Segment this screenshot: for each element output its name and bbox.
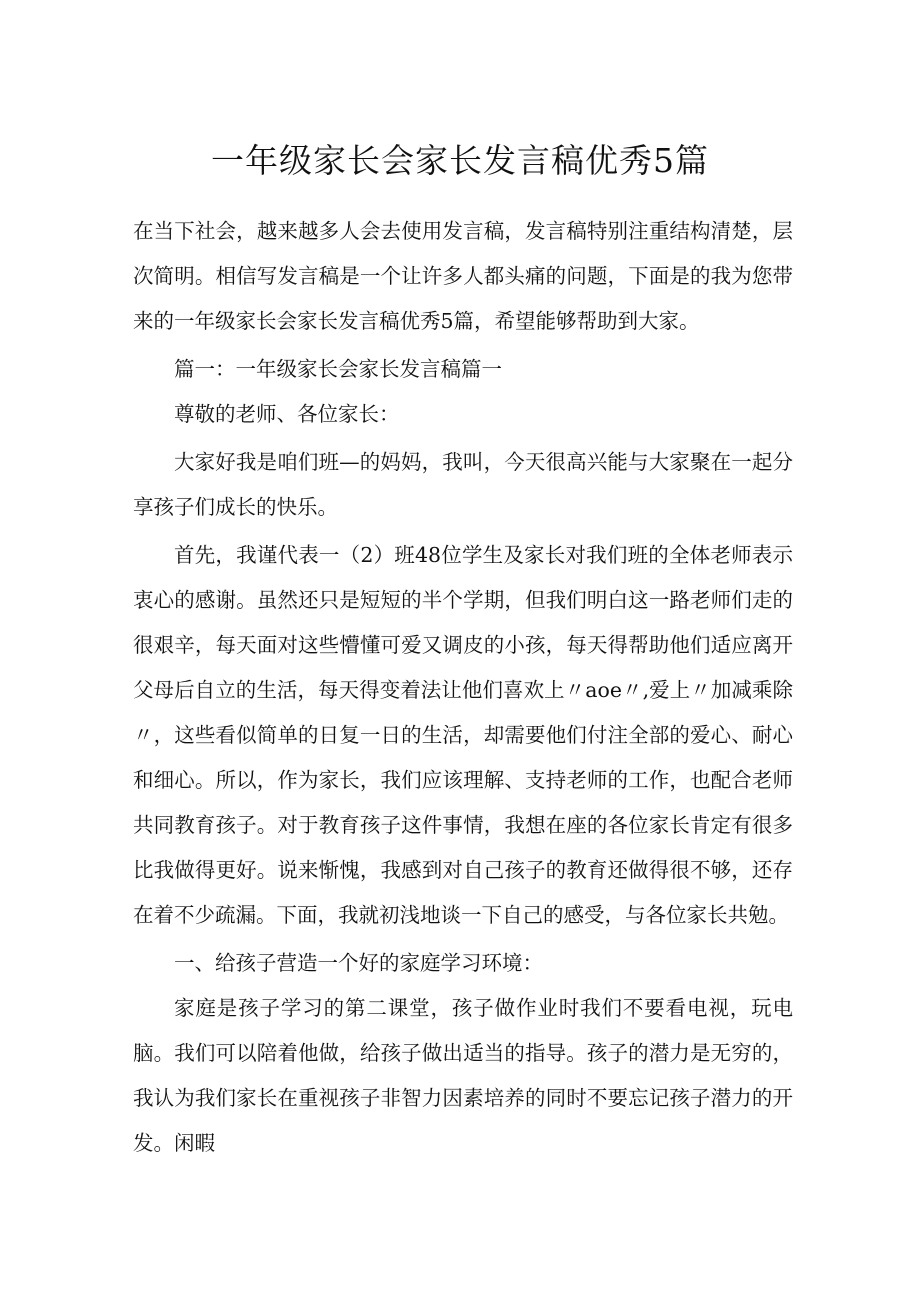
paragraph-section-heading: 篇一：一年级家长会家长发言稿篇一 — [174, 357, 502, 381]
paragraph-intro: 在当下社会，越来越多人会去使用发言稿，发言稿特别注重结构清楚，层次简明。相信写发言稿是一个让许多人都头痛的问题，下面是的我为您带来的一年级家长会家长发言稿优秀5篇，希望能够帮助到大家。 — [133, 219, 793, 333]
paragraph-point-one-body: 家庭是孩子学习的第二课堂，孩子做作业时我们不要看电视，玩电脑。我们可以陪着他做，给孩子做出适当的指导。孩子的潜力是无穷的，我认为我们家长在重视孩子非智力因素培养的同时不要忘记孩子潜力的开发。闲暇 — [133, 996, 793, 1155]
paragraph-point-one-heading: 一、给孩子营造一个好的家庭学习环境： — [174, 951, 543, 975]
paragraph-thanks: 首先，我谨代表一（2）班48位学生及家长对我们班的全体老师表示衷心的感谢。虽然还只是短短的半个学期，但我们明白这一路老师们走的很艰辛，每天面对这些懵懂可爱又调皮的小孩，每天得帮助他们适应离开父母后自立的生活，每天得变着法让他们喜欢上〃aoe〃,爱上〃加减乘除〃，这些看似简单的日复一日的生活，却需要他们付注全部的爱心、耐心和细心。所以，作为家长，我们应该理解、支持老师的工作，也配合老师共同教育孩子。对于教育孩子这件事情，我想在座的各位家长肯定有很多比我做得更好。说来惭愧，我感到对自己孩子的教育还做得很不够，还存在着不少疏漏。下面，我就初浅地谈一下自己的感受，与各位家长共勉。 — [133, 543, 793, 927]
document-body — [133, 209, 793, 1166]
paragraph-salutation: 尊敬的老师、各位家长： — [174, 402, 400, 426]
paragraph-greeting: 大家好我是咱们班—的妈妈，我叫，今天很高兴能与大家聚在一起分享孩子们成长的快乐。 — [133, 450, 793, 519]
document-title: 一年级家长会家长发言稿优秀5篇 — [211, 141, 709, 180]
